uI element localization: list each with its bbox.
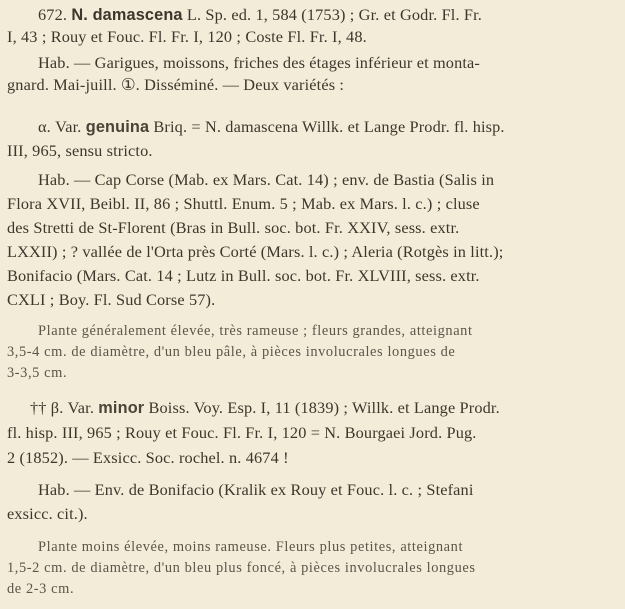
var-alpha-citation-1: Briq. = N. damascena Willk. et Lange Prodr. fl. hisp. xyxy=(149,117,505,136)
entry-citation-1: L. Sp. ed. 1, 584 (1753) ; Gr. et Godr. Fl. Fr. xyxy=(182,5,482,24)
var-alpha-description-line: 3,5-4 cm. de diamètre, d'un bleu pâle, à pièces involucrales longues de xyxy=(7,344,456,360)
var-alpha-habitat-line: CXLI ; Boy. Fl. Sud Corse 57). xyxy=(7,290,216,309)
var-beta-citation-3: 2 (1852). — Exsicc. Soc. rochel. n. 4674 ! xyxy=(7,448,289,467)
var-alpha-habitat-line: Bonifacio (Mars. Cat. 14 ; Lutz in Bull. soc. bot. Fr. XLVIII, sess. extr. xyxy=(7,266,480,285)
var-beta-marker: †† β. Var. xyxy=(30,398,95,417)
var-alpha-habitat-line: des Stretti de St-Florent (Bras in Bull. soc. bot. Fr. XXIV, sess. extr. xyxy=(7,218,460,237)
var-beta-citation-1: Boiss. Voy. Esp. I, 11 (1839) ; Willk. et Lange Prodr. xyxy=(144,398,500,417)
var-alpha-citation-2: III, 965, sensu stricto. xyxy=(7,141,153,160)
entry-heading-line xyxy=(0,4,625,26)
var-alpha-habitat-line: LXXII) ; ? vallée de l'Orta près Corté (Mars. l. c.) ; Aleria (Rotgès in litt.); xyxy=(7,242,504,261)
entry-habitat-1: Hab. — Garigues, moissons, friches des étages inférieur et monta- xyxy=(38,53,480,72)
var-beta-description-line: de 2-3 cm. xyxy=(7,581,75,597)
var-alpha-heading-line xyxy=(0,116,625,138)
entry-habitat-2: gnard. Mai-juill. ①. Disséminé. — Deux variétés : xyxy=(7,75,345,94)
var-alpha-habitat-line: Hab. — Cap Corse (Mab. ex Mars. Cat. 14) ; env. de Bastia (Salis in xyxy=(38,170,495,189)
var-beta-heading-line xyxy=(0,397,625,419)
var-beta-citation-2: fl. hisp. III, 965 ; Rouy et Fouc. Fl. Fr. I, 120 = N. Bourgaei Jord. Pug. xyxy=(7,423,477,442)
species-name: N. damascena xyxy=(71,6,183,24)
var-beta-description-line: 1,5-2 cm. de diamètre, d'un bleu plus foncé, à pièces involucrales longues xyxy=(7,560,476,576)
var-beta-name: minor xyxy=(98,399,145,417)
var-alpha-description-line: Plante généralement élevée, très rameuse ; fleurs grandes, atteignant xyxy=(38,323,473,339)
var-beta-habitat-line: Hab. — Env. de Bonifacio (Kralik ex Rouy et Fouc. l. c. ; Stefani xyxy=(38,480,474,499)
var-alpha-name: genuina xyxy=(85,118,150,136)
entry-number: 672. xyxy=(38,5,68,24)
var-alpha-habitat-line: Flora XVII, Beibl. II, 86 ; Shuttl. Enum. 5 ; Mab. ex Mars. l. c.) ; cluse xyxy=(7,194,480,213)
entry-citation-2: I, 43 ; Rouy et Fouc. Fl. Fr. I, 120 ; Coste Fl. Fr. I, 48. xyxy=(7,27,367,46)
var-alpha-description-line: 3-3,5 cm. xyxy=(7,365,68,381)
var-beta-habitat-line: exsicc. cit.). xyxy=(7,504,88,523)
var-beta-description-line: Plante moins élevée, moins rameuse. Fleurs plus petites, atteignant xyxy=(38,539,464,555)
var-alpha-marker: α. Var. xyxy=(38,117,82,136)
